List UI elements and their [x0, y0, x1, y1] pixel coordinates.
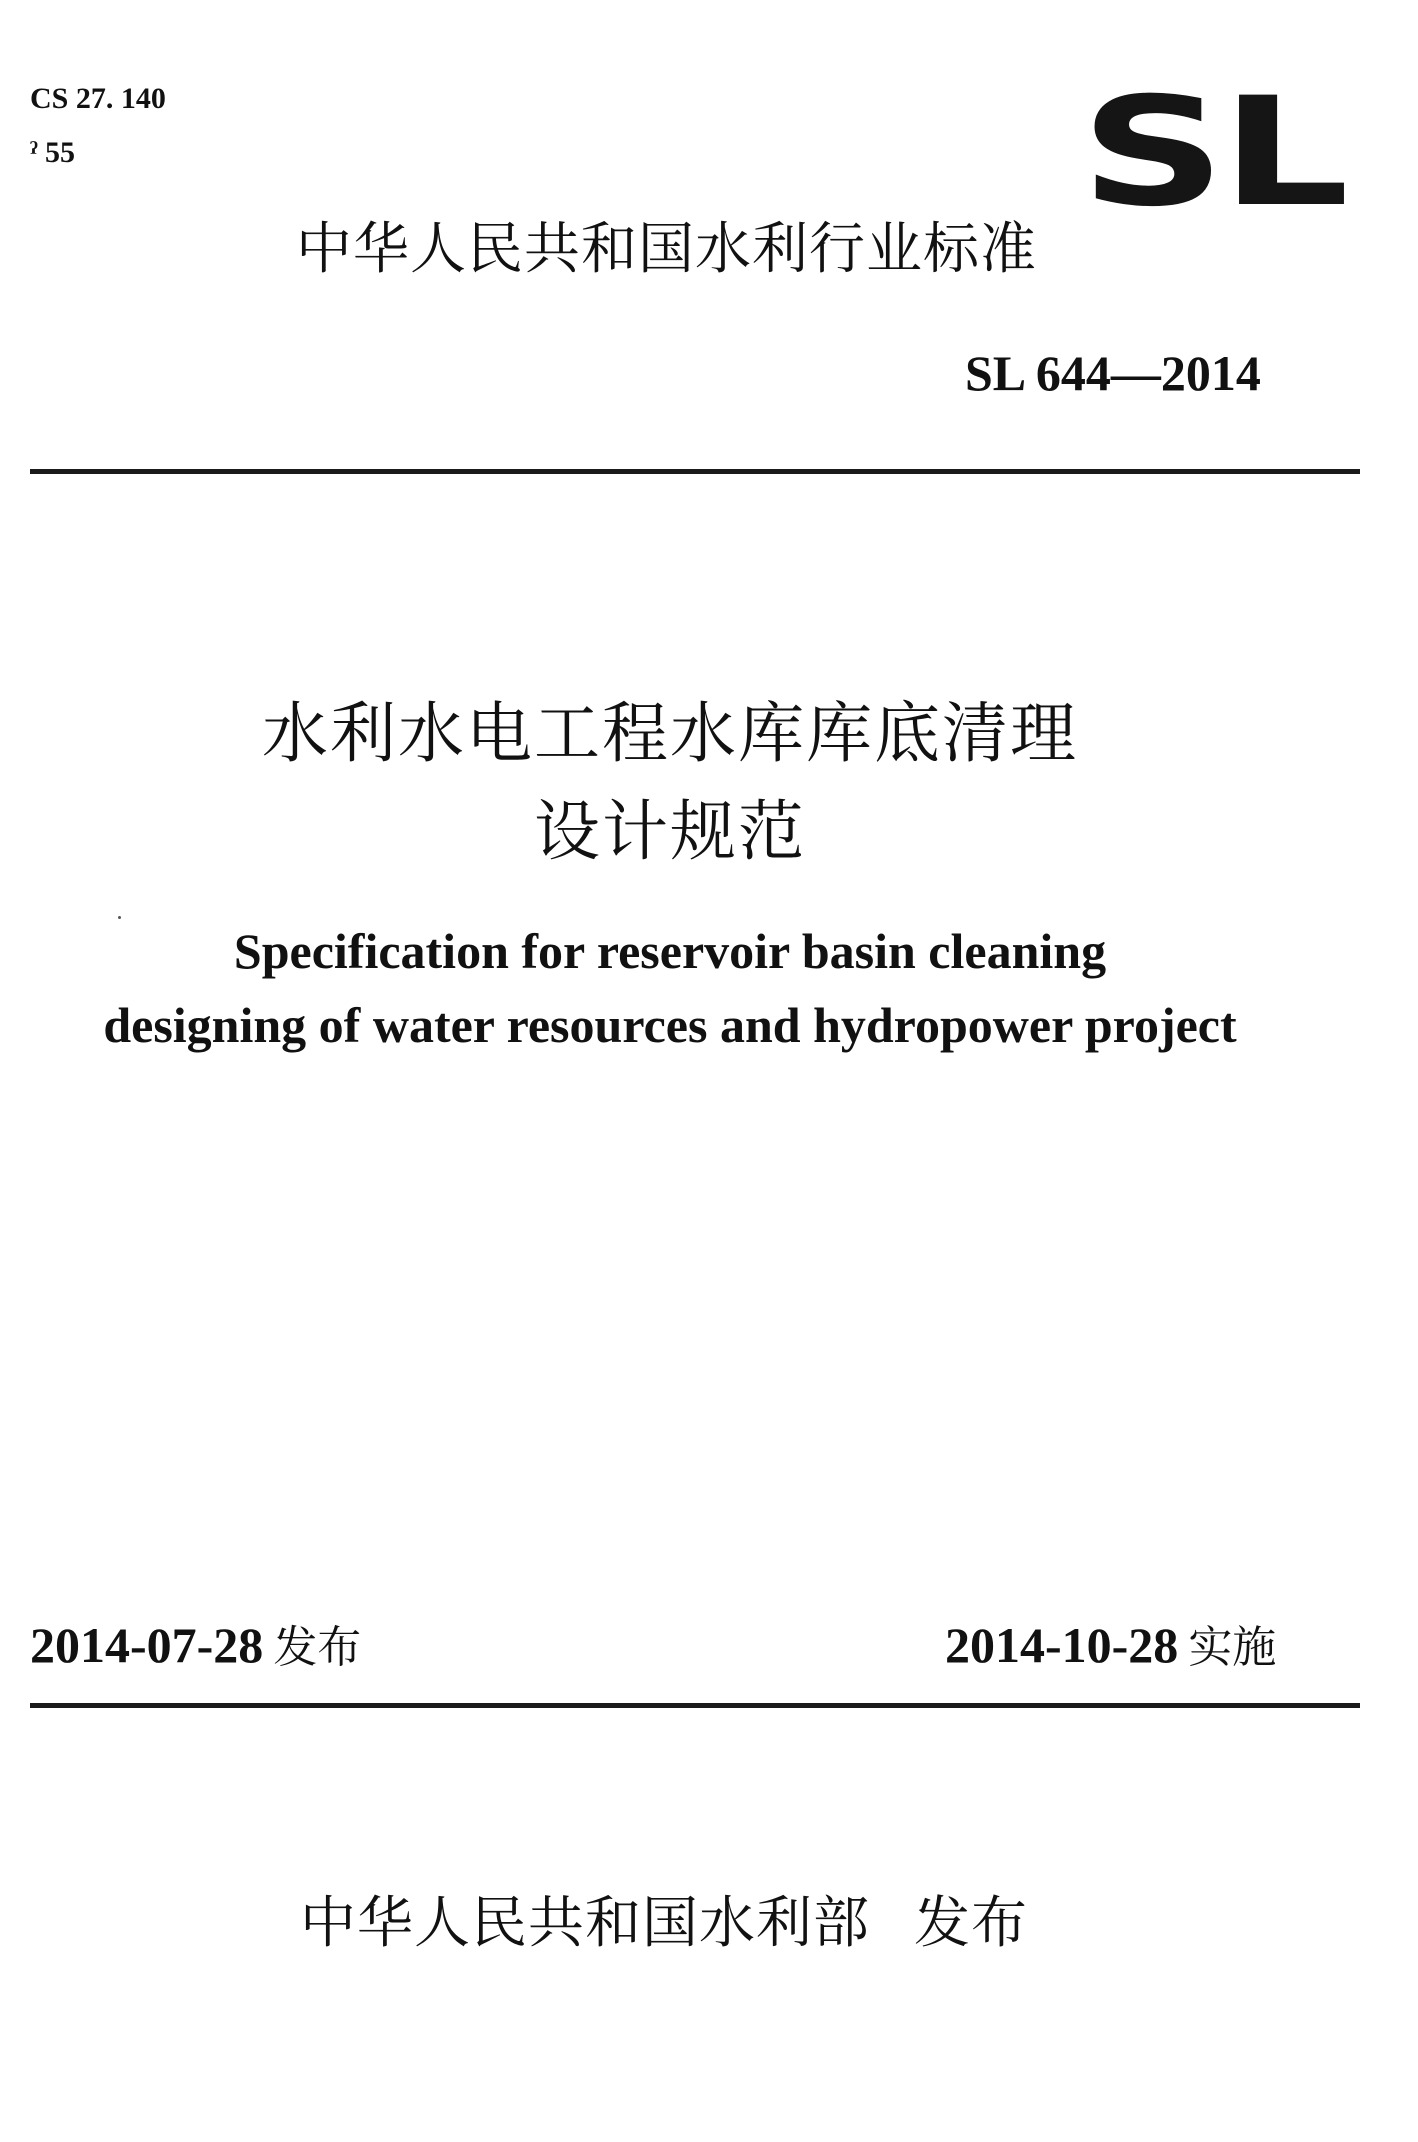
implement-date: 2014-10-28 [945, 1617, 1179, 1673]
ics-code: CS 27. 140 [30, 82, 166, 115]
title-en-line2: designing of water resources and hydropower project [103, 997, 1237, 1053]
title-en-line1: Specification for reservoir basin cleaning [233, 923, 1107, 979]
issue-date: 2014-07-28 [30, 1617, 264, 1673]
title-zh-line2: 设计规范 [534, 793, 806, 870]
publisher-line [300, 1891, 1028, 1956]
issue-date-block [30, 1617, 362, 1673]
standard-code: SL 644—2014 [965, 345, 1261, 401]
bottom-divider [30, 1703, 1360, 1708]
ccs-code: ˀ 55 [30, 136, 76, 169]
sl-logo: SL [1080, 66, 1345, 240]
publisher-name: 中华人民共和国水利部 [300, 1891, 870, 1956]
industry-standard-heading: 中华人民共和国水利行业标准 [296, 217, 1037, 282]
implement-date-block [945, 1617, 1277, 1673]
title-zh-line1: 水利水电工程水库库底清理 [262, 695, 1078, 772]
publisher-action: 发布 [914, 1891, 1028, 1956]
top-divider [30, 469, 1360, 474]
implement-label: 实施 [1188, 1622, 1277, 1673]
issue-label: 发布 [273, 1622, 362, 1673]
